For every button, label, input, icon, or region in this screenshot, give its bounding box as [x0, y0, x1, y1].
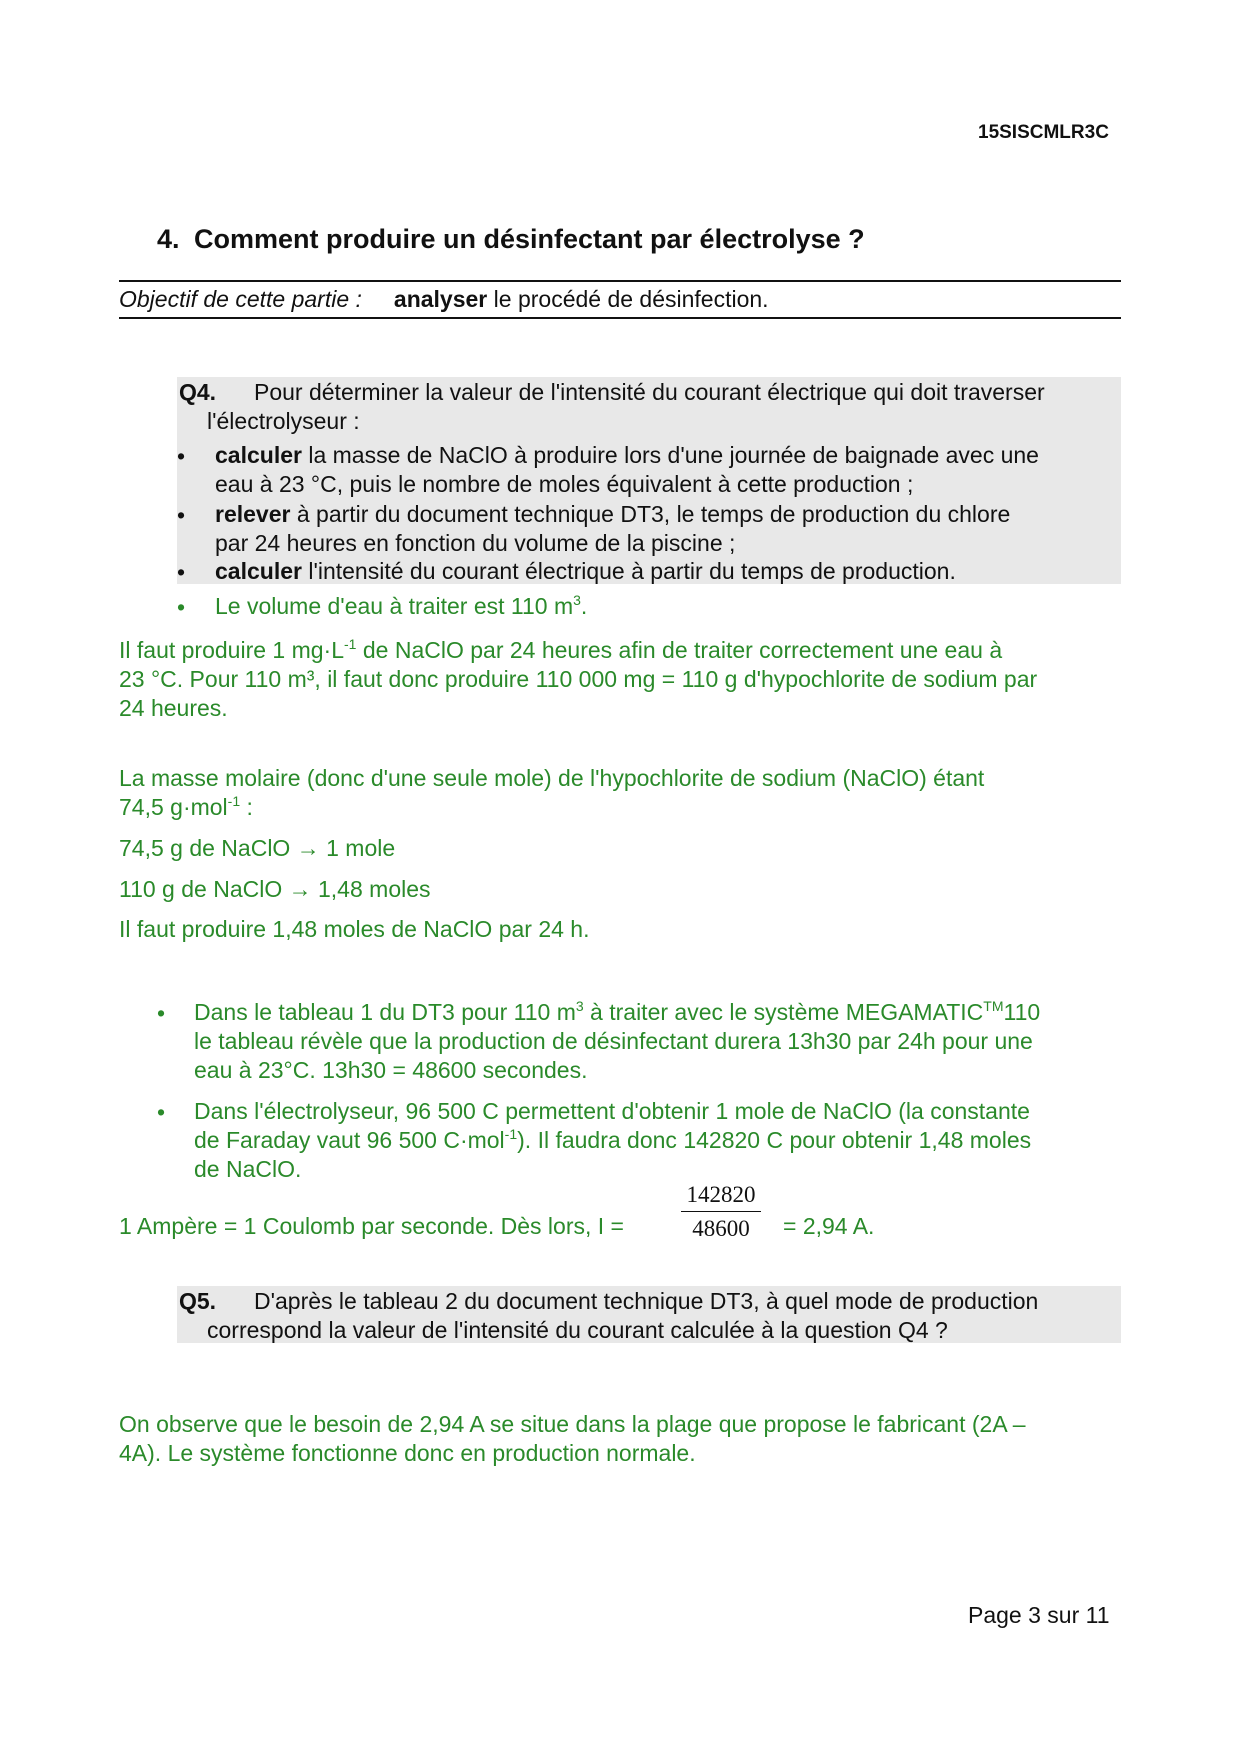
q4-label: Q4.: [179, 379, 217, 405]
q5-line2: correspond la valeur de l'intensité du courant calculée à la question Q4 ?: [207, 1317, 948, 1343]
q4-intro-line1: Pour déterminer la valeur de l'intensité du courant électrique qui doit traverser: [254, 379, 1045, 405]
fraction-bar: [681, 1211, 761, 1212]
answer-p1-line3: 24 heures.: [119, 695, 228, 721]
q5-label: Q5.: [179, 1288, 217, 1314]
q4-bullet-1-marker: •: [177, 443, 186, 469]
answer-mole-line-1: 74,5 g de NaClO → 1 mole: [119, 835, 396, 861]
objective-bottom-rule: [119, 317, 1121, 319]
q4-bullet-3-marker: •: [177, 559, 186, 585]
objective-text: le procédé de désinfection.: [493, 286, 769, 312]
answer-bullet-1-marker: •: [157, 1000, 166, 1026]
q4-bullet-1-line2: eau à 23 °C, puis le nombre de moles équivalent à cette production ;: [215, 471, 914, 497]
answer5-line1: On observe que le besoin de 2,94 A se situe dans la plage que propose le fabricant (2A –: [119, 1411, 1026, 1437]
answer-bullet-2-line2: de Faraday vaut 96 500 C·mol$^{-1}$). Il faudra donc 142820 C pour obtenir 1,48 moles: [194, 1126, 1032, 1153]
answer-bullet-2-marker: •: [157, 1099, 166, 1125]
q4-bullet-4-volume: Le volume d'eau à traiter est 110 $m^3$.: [215, 592, 588, 619]
answer-bullet-1-line2: le tableau révèle que la production de désinfectant durera 13h30 par 24h pour une: [194, 1028, 1033, 1054]
q4-bullet-2-line2: par 24 heures en fonction du volume de la piscine ;: [215, 530, 736, 556]
q4-bullet-2-marker: •: [177, 502, 186, 528]
objective-line: [119, 286, 769, 313]
q4-bullet-3: calculer l'intensité du courant électrique à partir du temps de production.: [215, 558, 956, 584]
document-code: 15SISCMLR3C: [978, 122, 1109, 143]
answer-bullet-2-line1: Dans l'électrolyseur, 96 500 C permettent d'obtenir 1 mole de NaClO (la constante: [194, 1098, 1030, 1124]
formula-fraction: [681, 1181, 761, 1243]
answer-bullet-2-line3: de NaClO.: [194, 1156, 302, 1182]
fraction-numerator: 142820: [686, 1182, 756, 1207]
answer-p2-line1: La masse molaire (donc d'une seule mole) de l'hypochlorite de sodium (NaClO) étant: [119, 765, 985, 791]
answer-bullet-1-line3: eau à 23°C. 13h30 = 48600 secondes.: [194, 1057, 588, 1083]
formula-result: = 2,94 A.: [783, 1213, 875, 1239]
answer-mole-conclusion: Il faut produire 1,48 moles de NaClO par 24 h.: [119, 916, 590, 942]
q4-bullet-1-line1: calculer la masse de NaClO à produire lors d'une journée de baignade avec une: [215, 442, 1039, 468]
objective-top-rule: [119, 280, 1121, 282]
answer5-line2: 4A). Le système fonctionne donc en production normale.: [119, 1440, 696, 1466]
answer-mole-line-2: 110 g de NaClO → 1,48 moles: [119, 876, 431, 902]
section-title: Comment produire un désinfectant par électrolyse ?: [194, 224, 865, 254]
answer-p1-line2: 23 °C. Pour 110 m³, il faut donc produire 110 000 mg = 110 g d'hypochlorite de sodium par: [119, 666, 1038, 692]
fraction-denominator: 48600: [692, 1216, 750, 1241]
objective-label: Objectif de cette partie :: [119, 286, 362, 312]
q4-bullet-2-line1: relever à partir du document technique DT3, le temps de production du chlore: [215, 501, 1011, 527]
formula-prefix: 1 Ampère = 1 Coulomb par seconde. Dès lors, I =: [119, 1213, 624, 1239]
answer-bullet-1-line1: Dans le tableau 1 du DT3 pour 110 $m^3$ à traiter avec le système MEGAMATIC™110: [194, 998, 1041, 1025]
section-number: 4.: [157, 224, 180, 254]
q4-intro-line2: l'électrolyseur :: [207, 408, 360, 434]
answer-p2-line2: 74,5 g·mol$^{-1}$ :: [119, 793, 253, 820]
objective-verb: analyser: [393, 286, 488, 312]
answer-p1-line1: Il faut produire 1 $mg\cdot L^{-1}$ de NaClO par 24 heures afin de traiter correctement une eau à: [119, 636, 1003, 663]
page-number: Page 3 sur 11: [968, 1602, 1110, 1628]
q4-bullet-4-marker: •: [177, 594, 186, 620]
q5-line1: D'après le tableau 2 du document technique DT3, à quel mode de production: [254, 1288, 1039, 1314]
